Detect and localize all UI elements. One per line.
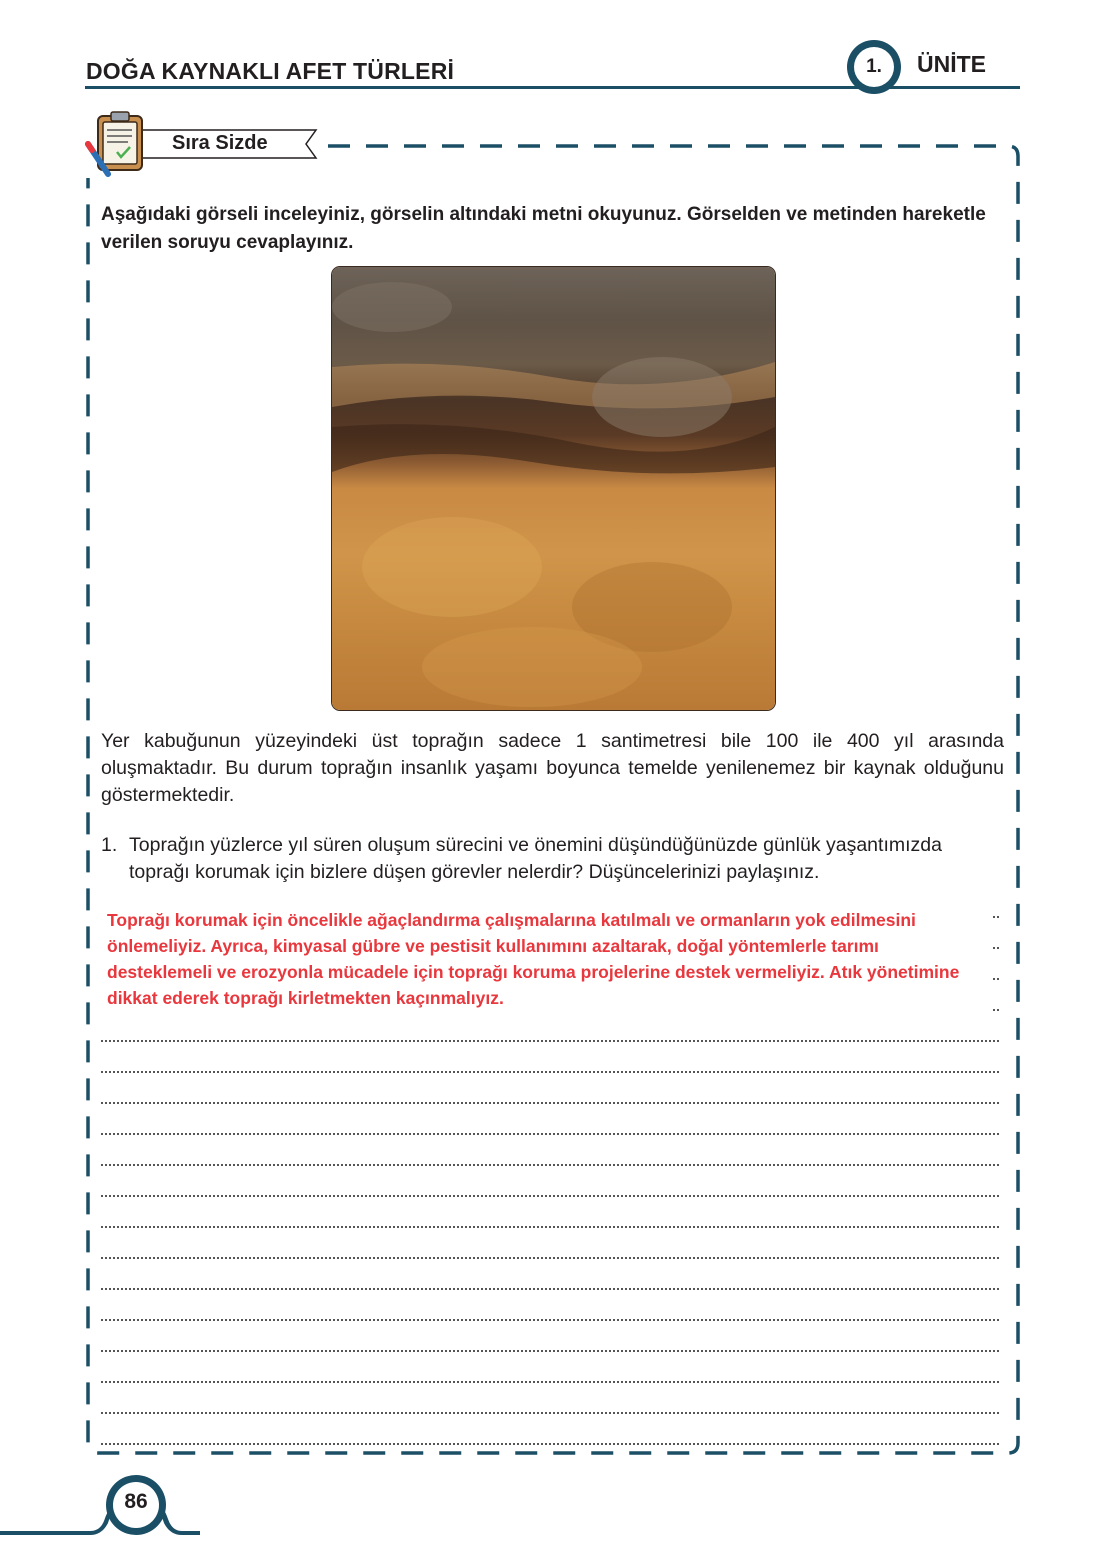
clipboard-icon (84, 110, 150, 180)
unit-number: 1. (854, 47, 894, 87)
answer-line[interactable] (101, 1234, 999, 1265)
answer-line[interactable] (101, 1079, 999, 1110)
answer-line[interactable] (101, 1389, 999, 1420)
soil-profile-image (331, 266, 776, 711)
answer-line[interactable] (101, 1296, 999, 1327)
answer-text: Toprağı korumak için öncelikle ağaçlandırma çalışmalarına katılmalı ve ormanların yok edilmesini önlemeliyiz. Ayrıca, kimyasal gübre ve pestisit kullanımını azaltarak, doğal yöntemlerle tarımı desteklemeli ve erozyonla mücadele için toprağı koruma projelerine destek vermeliyiz. Atık yönetimine dikkat ederek toprağı kirletmekten kaçınmalıyız. (101, 907, 991, 1015)
answer-line[interactable] (101, 1265, 999, 1296)
answer-line[interactable] (101, 1110, 999, 1141)
answer-line[interactable] (101, 1048, 999, 1079)
answer-line[interactable] (101, 1141, 999, 1172)
answer-line[interactable] (101, 1172, 999, 1203)
answer-line[interactable] (101, 1017, 999, 1048)
page-number-tab (0, 1473, 200, 1559)
activity-banner-label: Sıra Sizde (172, 132, 268, 154)
question-text: Toprağın yüzlerce yıl süren oluşum sürecini ve önemini düşündüğünüzde günlük yaşantımızda toprağı korumak için bizlere düşen görevler nelerdir? Düşüncelerinizi paylaşınız. (129, 834, 942, 883)
answer-line[interactable] (101, 1420, 999, 1451)
page-title: DOĞA KAYNAKLI AFET TÜRLERİ (86, 58, 455, 84)
page-number: 86 (124, 1490, 148, 1513)
unit-label: ÜNİTE (917, 51, 986, 77)
answer-line[interactable] (101, 1358, 999, 1389)
activity-instruction: Aşağıdaki görseli inceleyiniz, görselin altındaki metni okuyunuz. Görselden ve metinden hareketle verilen soruyu cevaplayınız. (101, 204, 986, 253)
info-paragraph: Yer kabuğunun yüzeyindeki üst toprağın sadece 1 santimetresi bile 100 ile 400 yıl arasında oluşmaktadır. Bu durum toprağın insanlık yaşamı boyunca temelde yenilenemez bir kaynak olduğunu göstermektedir. (101, 730, 1004, 806)
answer-line[interactable] (101, 1203, 999, 1234)
question-number: 1. (101, 834, 118, 856)
answer-line[interactable] (101, 1327, 999, 1358)
